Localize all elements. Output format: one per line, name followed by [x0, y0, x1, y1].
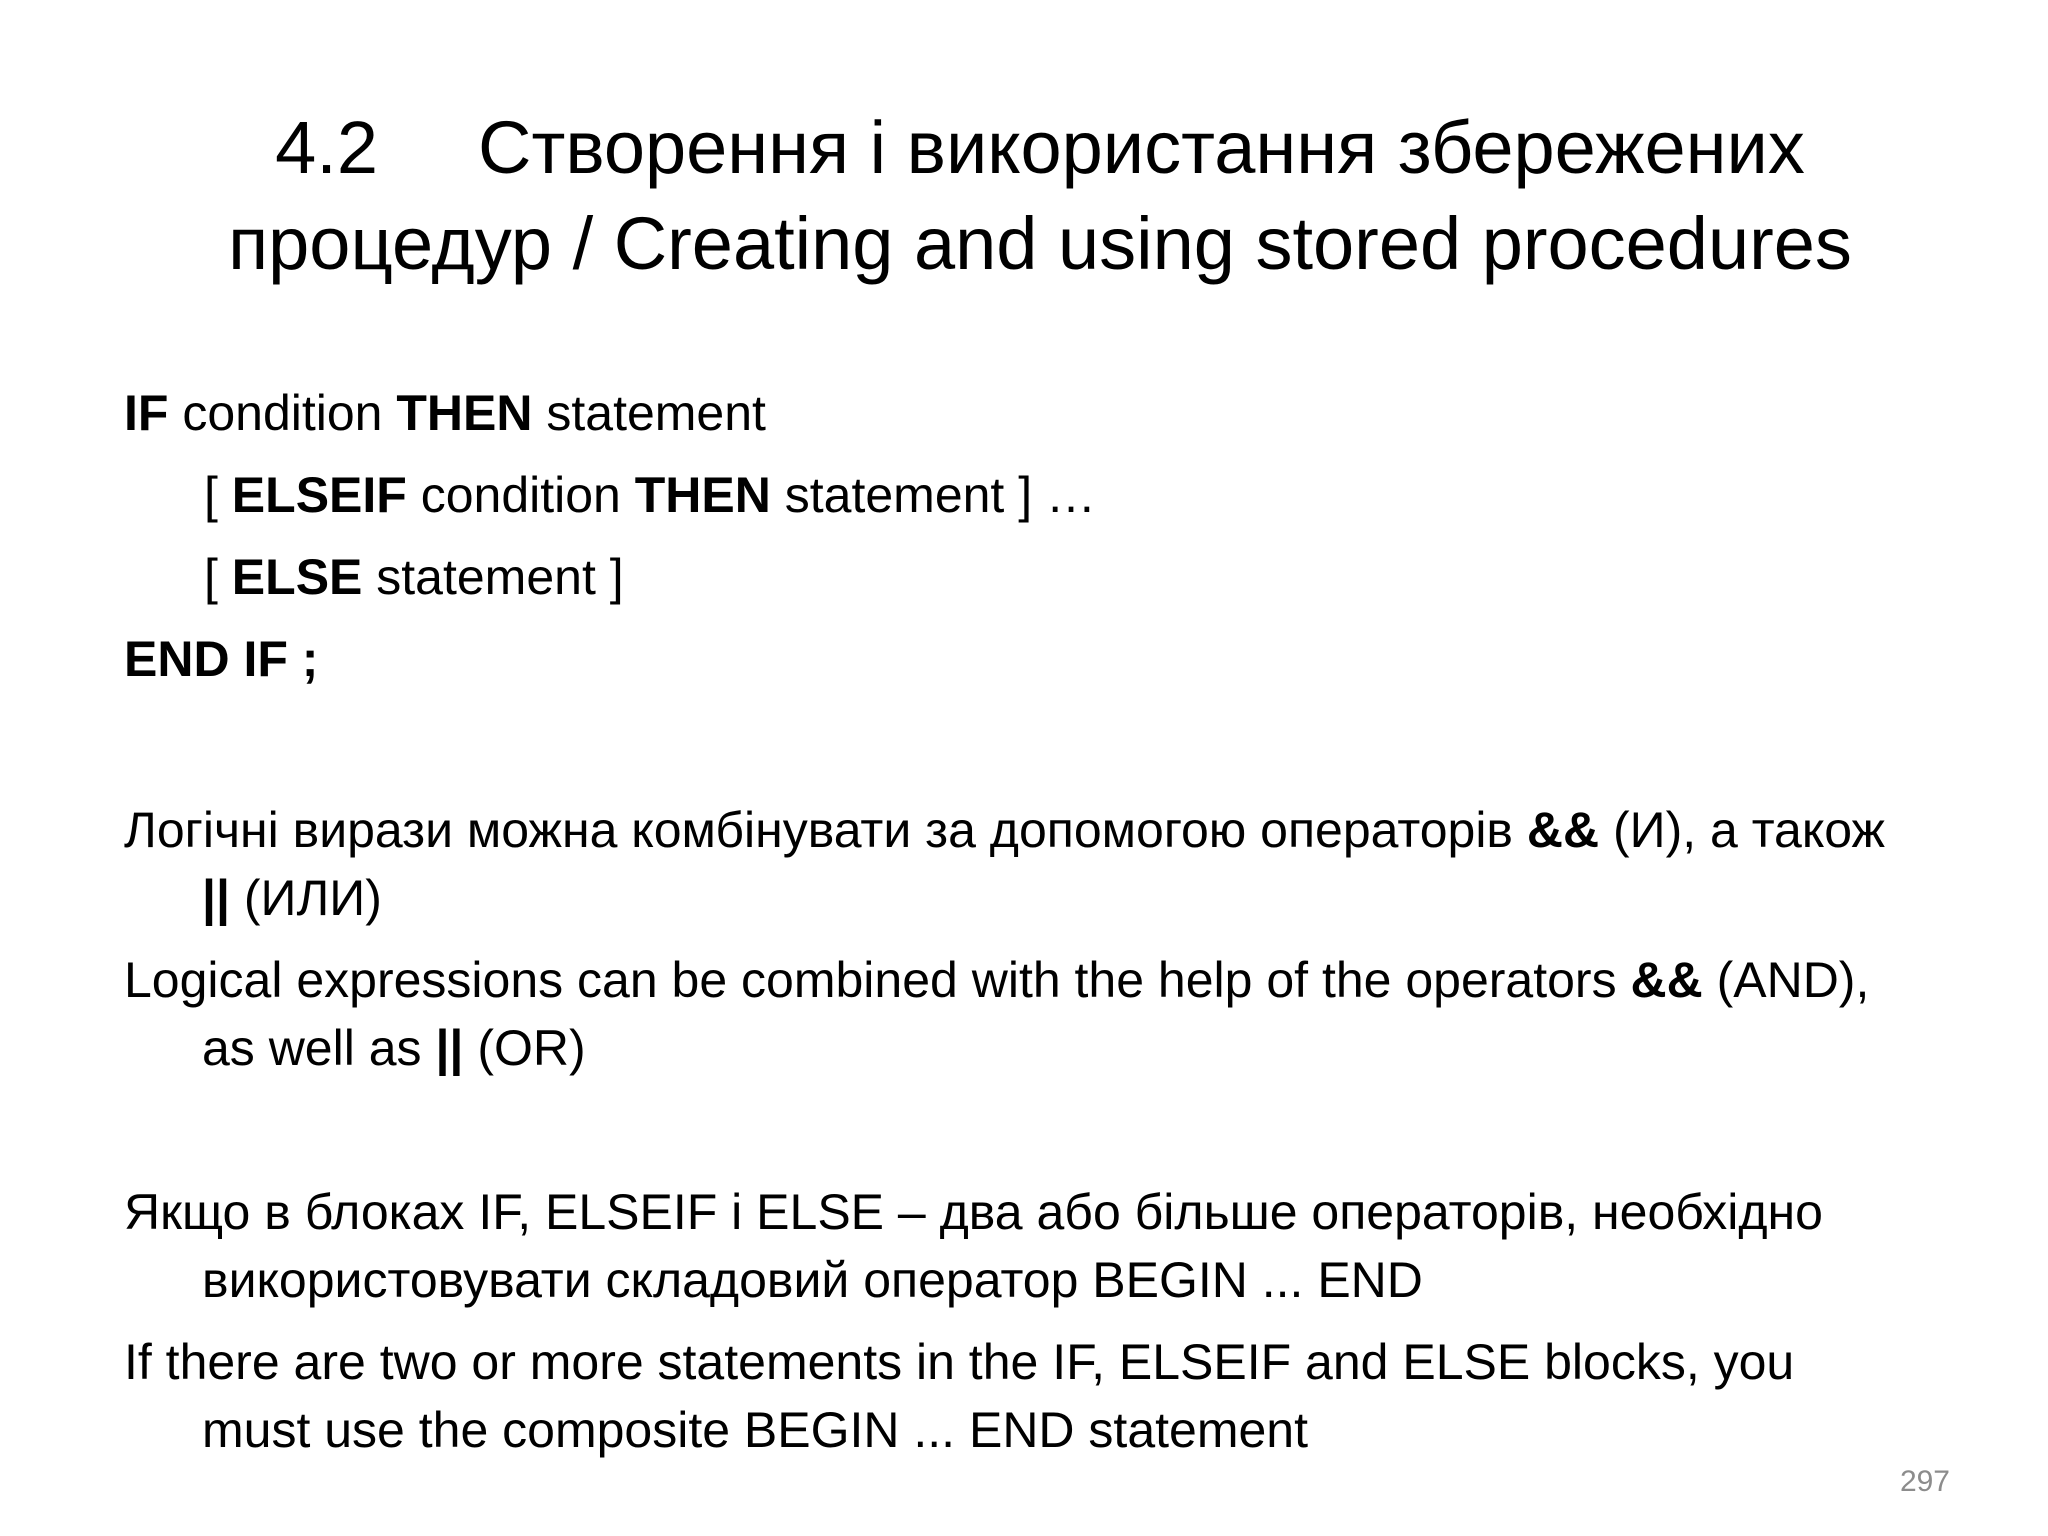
- spacer: [124, 932, 1904, 946]
- slide-content: [124, 372, 1904, 1464]
- syntax-text: statement ]: [362, 549, 624, 605]
- operator-and: &&: [1526, 802, 1600, 858]
- slide-title: [100, 100, 1980, 292]
- keyword-then: THEN: [396, 385, 533, 441]
- paragraph-blocks-en: If there are two or more statements in the IF, ELSEIF and ELSE blocks, you must use the composite BEGIN ... END statement: [124, 1334, 1795, 1458]
- syntax-text: statement: [532, 385, 766, 441]
- title-line-1: Створення і використання збережених: [478, 106, 1805, 189]
- paragraph-text: Logical expressions can be combined with the help of the operators: [124, 952, 1631, 1008]
- keyword-end-if: END IF ;: [124, 631, 319, 687]
- keyword-if: IF: [124, 385, 169, 441]
- spacer: [124, 700, 1904, 796]
- syntax-line-elseif: [124, 454, 1904, 536]
- paragraph-text: (ИЛИ): [229, 870, 382, 926]
- paragraph-logic-en: [124, 946, 1904, 1082]
- syntax-text: [: [204, 467, 232, 523]
- spacer: [124, 1082, 1904, 1178]
- title-line-2: процедур / Creating and using stored procedures: [228, 202, 1852, 285]
- syntax-line-else: [124, 536, 1904, 618]
- syntax-line-if: [124, 372, 1904, 454]
- paragraph-blocks-ua: Якщо в блоках IF, ELSEIF і ELSE – два або більше операторів, необхідно використовувати складовий оператор BEGIN ... END: [124, 1184, 1823, 1308]
- paragraph-text: (И), а також: [1599, 802, 1885, 858]
- syntax-text: condition: [406, 467, 635, 523]
- keyword-elseif: ELSEIF: [231, 467, 407, 523]
- spacer: [124, 1314, 1904, 1328]
- keyword-else: ELSE: [231, 549, 363, 605]
- syntax-text: condition: [168, 385, 397, 441]
- operator-or: ||: [202, 870, 230, 926]
- section-number: 4.2: [275, 106, 378, 189]
- paragraph-text: Логічні вирази можна комбінувати за допомогою операторів: [124, 802, 1527, 858]
- paragraph-text: (AND), as well as: [202, 952, 1870, 1076]
- paragraph-logic-ua: [124, 796, 1904, 932]
- syntax-line-endif: [124, 618, 1904, 700]
- syntax-text: statement ] …: [770, 467, 1096, 523]
- page-number: 297: [1899, 1465, 1950, 1498]
- syntax-text: [: [204, 549, 232, 605]
- operator-or: ||: [435, 1020, 464, 1076]
- keyword-then: THEN: [634, 467, 771, 523]
- paragraph-text: (OR): [463, 1020, 586, 1076]
- operator-and: &&: [1630, 952, 1703, 1008]
